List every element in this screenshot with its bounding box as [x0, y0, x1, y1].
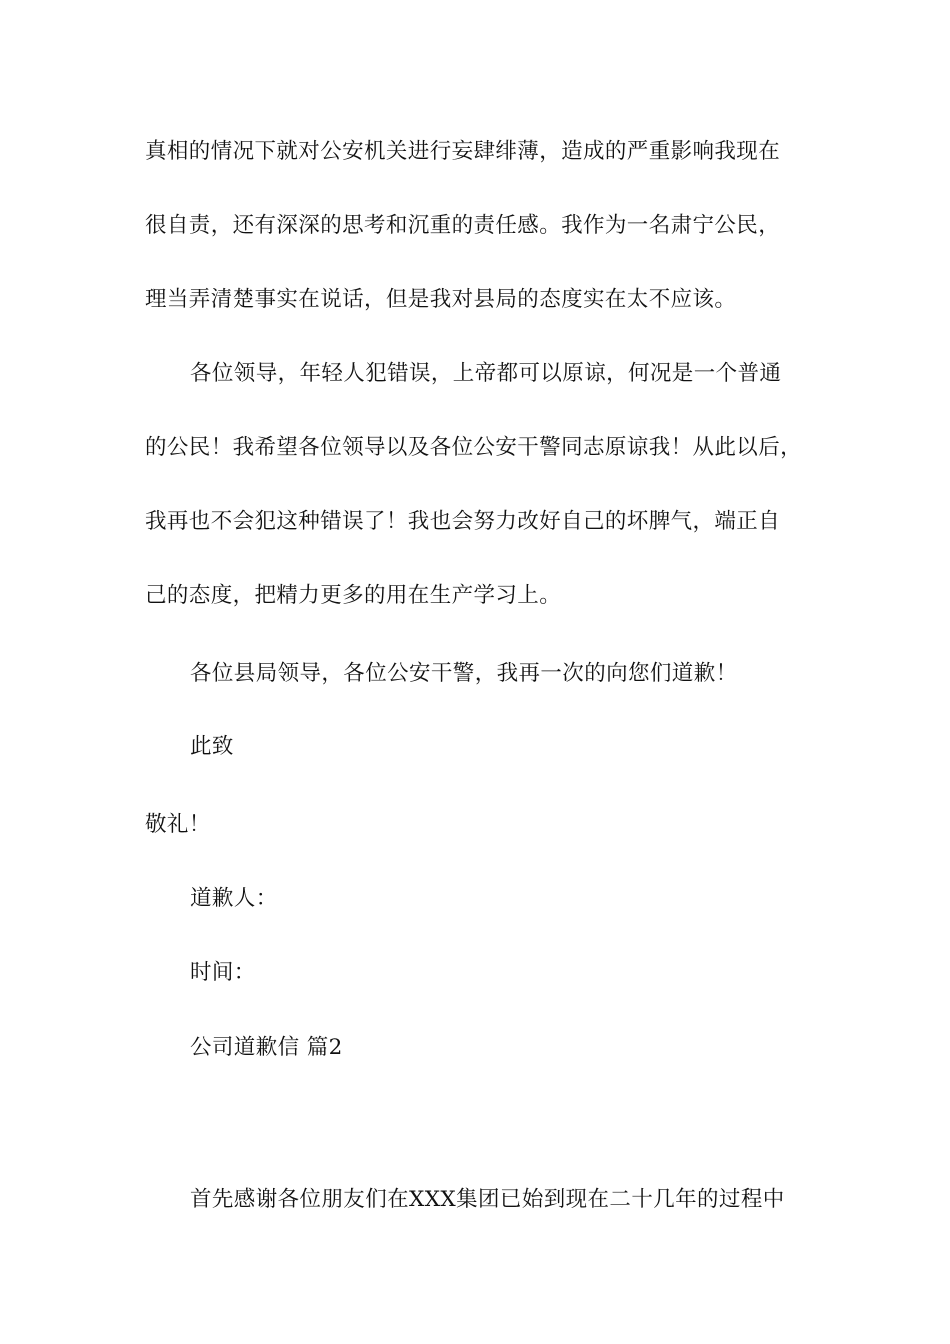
signature-label: 道歉人： — [190, 886, 278, 911]
closing-regards: 敬礼！ — [145, 812, 211, 837]
paragraph-first-line: 首先感谢各位朋友们在XXX集团已始到现在二十几年的过程中 — [190, 1187, 785, 1212]
body-text-line: 我再也不会犯这种错误了！我也会努力改好自己的坏脾气，端正自 — [145, 509, 781, 534]
section-heading: 公司道歉信 篇2 — [190, 1035, 343, 1060]
date-label: 时间： — [190, 960, 256, 985]
body-text-line: 很自责，还有深深的思考和沉重的责任感。我作为一名肃宁公民， — [145, 213, 781, 238]
body-text-line: 己的态度，把精力更多的用在生产学习上。 — [145, 583, 562, 608]
apology-statement: 各位县局领导，各位公安干警，我再一次的向您们道歉！ — [190, 661, 738, 686]
paragraph-first-line: 各位领导，年轻人犯错误，上帝都可以原谅，何况是一个普通 — [190, 361, 782, 386]
body-text-line: 理当弄清楚事实在说话，但是我对县局的态度实在太不应该。 — [145, 287, 737, 312]
body-text-line: 真相的情况下就对公安机关进行妄肆绯薄，造成的严重影响我现在 — [145, 139, 781, 164]
body-text-line: 的公民！我希望各位领导以及各位公安干警同志原谅我！从此以后， — [145, 435, 803, 460]
closing-salutation: 此致 — [190, 734, 234, 759]
